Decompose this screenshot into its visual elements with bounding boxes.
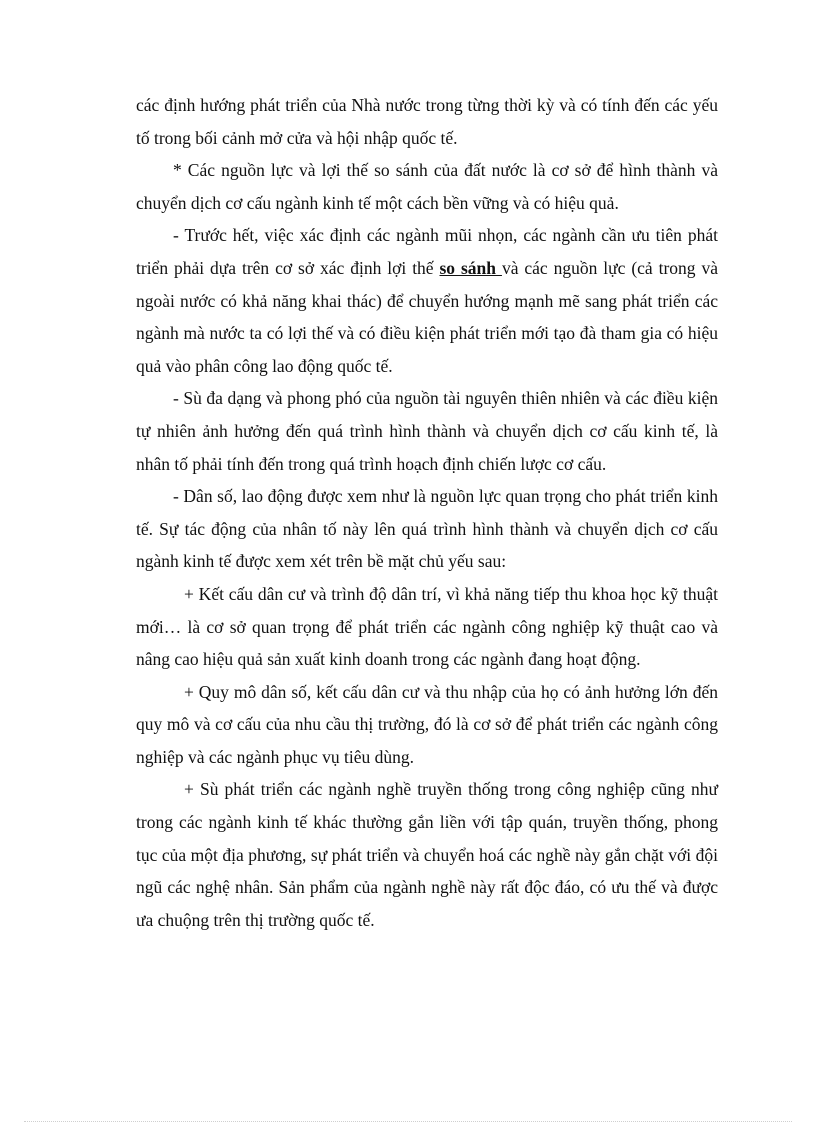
paragraph-resources-advantage: * Các nguồn lực và lợi thế so sánh của đất nước là cơ sở để hình thành và chuyển dịch cơ cấu ngành kinh tế một cách bền vững và có hiệu quả. [136,160,718,213]
document-body [136,89,718,936]
paragraph-traditional-crafts: + Sù phát triển các ngành nghề truyền thống trong công nghiệp cũng như trong các ngành kinh tế khác thường gắn liền với tập quán, truyền thống, phong tục của một địa phương, sự phát triển và chuyển hoá các nghề này gắn chặt với đội ngũ các nghệ nhân. Sản phẩm của ngành nghề này rất độc đáo, có ưu thế và được ưa chuộng trên thị trường quốc tế. [136,779,718,930]
paragraph-continuation: các định hướng phát triển của Nhà nước trong từng thời kỳ và có tính đến các yếu tố trong bối cảnh mở cửa và hội nhập quốc tế. [136,95,718,148]
paragraph-key-industries [136,219,718,382]
paragraph-population-structure: + Kết cấu dân cư và trình độ dân trí, vì khả năng tiếp thu khoa học kỹ thuật mới… là cơ sở quan trọng để phát triển các ngành công nghiệp kỹ thuật cao và nâng cao hiệu quả sản xuất kinh doanh trong các ngành đang hoạt động. [136,583,718,670]
paragraph-key-industries-after: và các nguồn lực (cả trong và ngoài nước có khả năng khai thác) để chuyển hướng mạnh mẽ sang phát triển các ngành mà nước ta có lợi thế và có điều kiện phát triển mới tạo đà tham gia có hiệu quả vào phân công lao động quốc tế. [136,257,718,376]
paragraph-population-labor: - Dân số, lao động được xem như là nguồn lực quan trọng cho phát triển kinh tế. Sự tác động của nhân tố này lên quá trình hình thành và chuyển dịch cơ cấu ngành kinh tế được xem xét trên bề mặt chủ yếu sau: [136,486,718,572]
emphasized-term: so sánh [439,257,502,278]
paragraph-population-scale: + Quy mô dân số, kết cấu dân cư và thu nhập của họ có ảnh hưởng lớn đến quy mô và cơ cấu của nhu cầu thị trường, đó là cơ sở để phát triển các ngành công nghiệp và các ngành phục vụ tiêu dùng. [136,681,718,767]
page-bottom-divider [24,1121,792,1122]
paragraph-key-industries-before: - Trước hết, việc xác định các ngành mũi nhọn, các ngành cần ưu tiên phát triển phải dựa trên cơ sở xác định lợi thế [136,225,718,278]
paragraph-natural-resources: - Sù đa dạng và phong phó của nguồn tài nguyên thiên nhiên và các điều kiện tự nhiên ảnh hưởng đến quá trình hình thành và chuyển dịch cơ cấu kinh tế, là nhân tố phải tính đến trong quá trình hoạch định chiến lược cơ cấu. [136,388,718,474]
